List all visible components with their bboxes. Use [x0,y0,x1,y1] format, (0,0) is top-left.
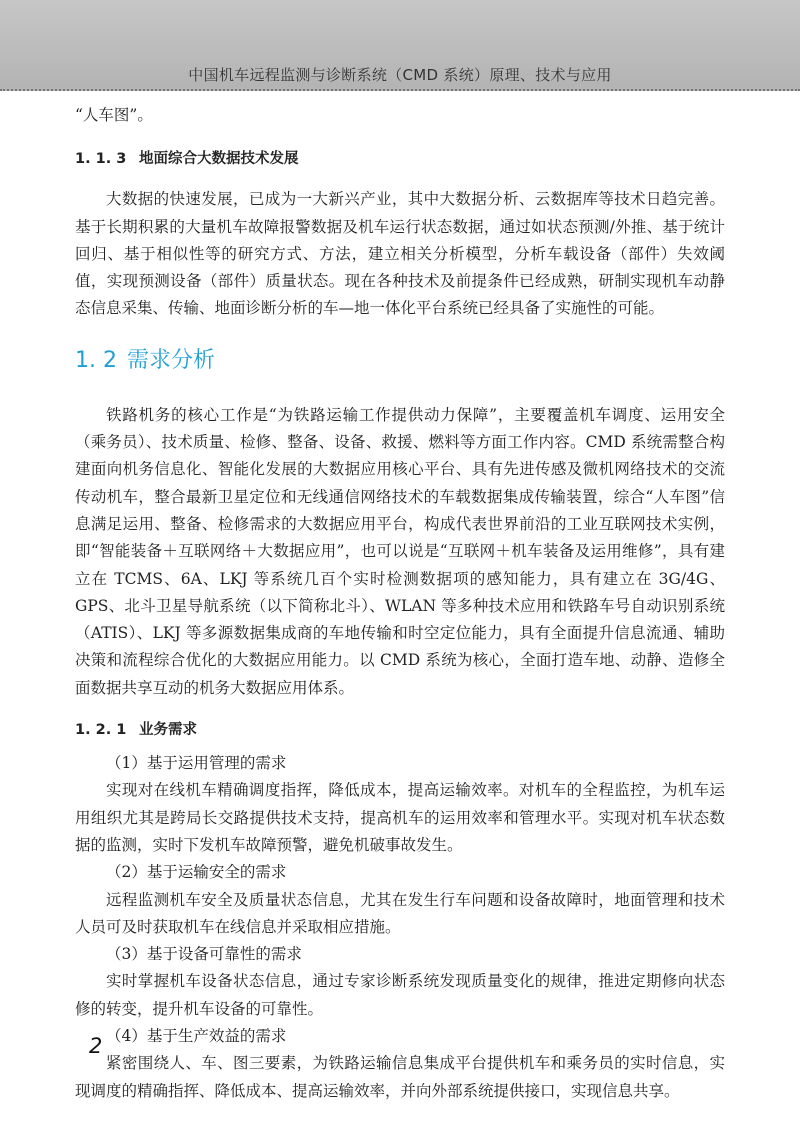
page-body [75,102,725,1105]
paragraph-big-data: 大数据的快速发展，已成为一大新兴产业，其中大数据分析、云数据库等技术日趋完善。基于长期积累的大量机车故障报警数据及机车运行状态数据，通过如状态预测/外推、基于统计回归、基于相似性等的研究方式、方法，建立相关分析模型，分析车载设备（部件）失效阈值，实现预测设备（部件）质量状态。现在各种技术及前提条件已经成熟，研制实现机车动静态信息采集、传输、地面诊断分析的车—地一体化平台系统已经具备了实施性的可能。 [75,190,725,318]
page-number: 2 [89,1034,103,1058]
section-title: 需求分析 [127,347,216,373]
section-heading-1-2 [75,343,725,379]
list-item-heading: （3）基于设备可靠性的需求 [106,945,302,964]
running-header-title: 中国机车远程监测与诊断系统（CMD 系统）原理、技术与应用 [188,66,612,84]
list-item-text: 实现对在线机车精确调度指挥，降低成本，提高运输效率。对机车的全程监控，为机车运用组织尤其是跨局长交路提供技术支持，提高机车的运用效率和管理水平。实现对机车状态数据的监测，实时下发机车故障预警，避免机破事故发生。 [75,781,725,854]
list-item-heading: （4）基于生产效益的需求 [106,1027,287,1046]
list-item-heading: （2）基于运输安全的需求 [106,863,287,882]
section-number: 1. 2. 1 [75,722,127,739]
paragraph-requirements: 铁路机务的核心工作是“为铁路运输工作提供动力保障”，主要覆盖机车调度、运用安全（乘务员）、技术质量、检修、整备、设备、救援、燃料等方面工作内容。CMD 系统需整合构建面向机务信息化、智能化发展的大数据应用核心平台、具有先进传感及微机网络技术的交流传动机车，整合最新卫星定位和无线通信网络技术的车载数据集成传输装置，综合“人车图”信息满足运用、整备、检修需求的大数据应用平台，构成代表世界前沿的工业互联网技术实例，即“智能装备＋互联网络＋大数据应用”，也可以说是“互联网＋机车装备及运用维修”，具有建立在 TCMS、6A、LKJ 等系统几百个实时检测数据项的感知能力，具有建立在 3G/4G、GPS、北斗卫星导航系统（以下简称北斗）、WLAN 等多种技术应用和铁路车号自动识别系统（ATIS）、LKJ 等多源数据集成商的车地传输和时空定位能力，具有全面提升信息流通、辅助决策和流程综合优化的大数据应用能力。以 CMD 系统为核心，全面打造车地、动静、造修全面数据共享互动的机务大数据应用体系。 [75,405,725,697]
intro-fragment: “人车图”。 [75,106,153,124]
section-title: 业务需求 [139,722,197,739]
list-item-text: 紧密围绕人、车、图三要素，为铁路运输信息集成平台提供机车和乘务员的实时信息，实现调度的精确指挥、降低成本、提高运输效率，并向外部系统提供接口，实现信息共享。 [75,1054,725,1100]
list-item-heading: （1）基于运用管理的需求 [106,754,287,773]
section-number: 1. 1. 3 [75,151,127,168]
section-heading-1-1-3 [75,146,725,173]
list-item-text: 实时掌握机车设备状态信息，通过专家诊断系统发现质量变化的规律，推进定期修向状态修的转变，提升机车设备的可靠性。 [75,972,725,1018]
section-title: 地面综合大数据技术发展 [139,151,299,168]
section-number: 1. 2 [75,347,117,373]
header-divider [0,89,800,91]
section-heading-1-2-1 [75,717,725,744]
list-item-text: 远程监测机车安全及质量状态信息，尤其在发生行车问题和设备故障时，地面管理和技术人员可及时获取机车在线信息并采取相应措施。 [75,890,725,936]
